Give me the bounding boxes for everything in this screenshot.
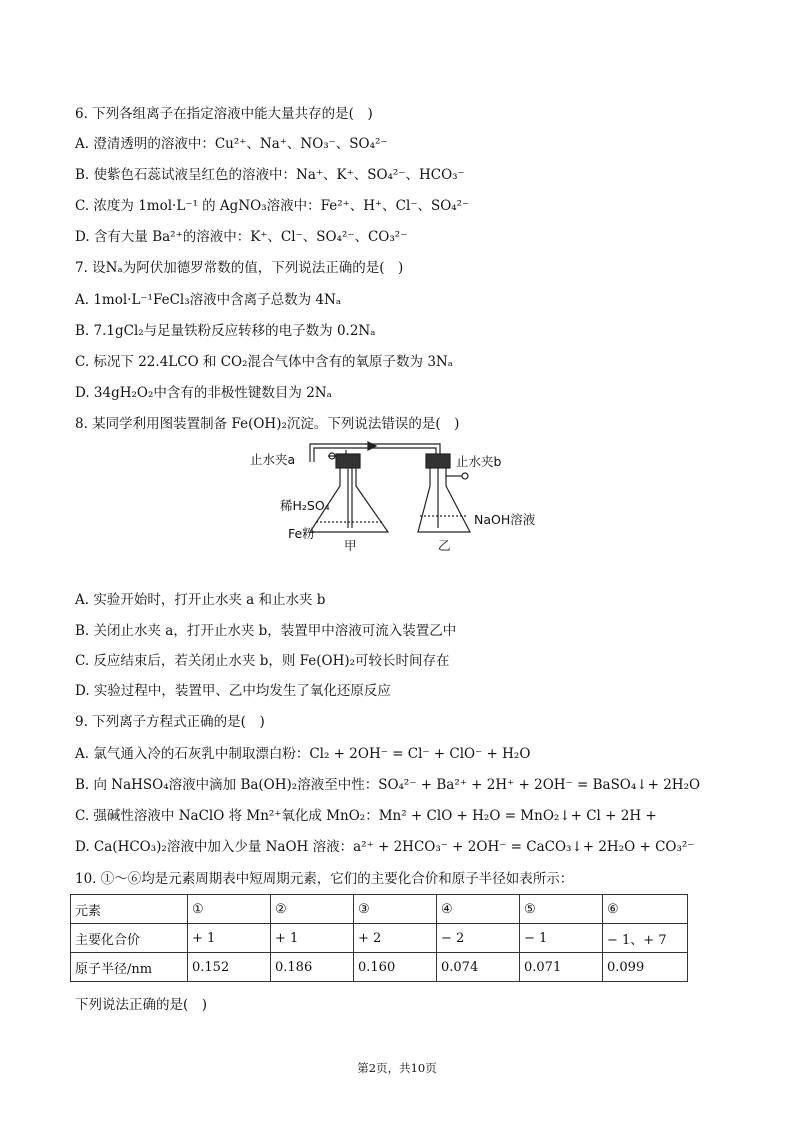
q8-option-c: C. 反应结束后，若关闭止水夹 b，则 Fe(OH)₂可较长时间存在 [75,653,450,669]
table-cell: ① [188,895,271,924]
q8-option-a: A. 实验开始时，打开止水夹 a 和止水夹 b [75,592,326,608]
q7-option-b: B. 7.1gCl₂与足量铁粉反应转移的电子数为 0.2Nₐ [75,323,376,339]
table-cell: 0.152 [188,953,271,982]
q6-stem: 6. 下列各组离子在指定溶液中能大量共存的是( ) [75,106,373,122]
q8-option-b: B. 关闭止水夹 a，打开止水夹 b，装置甲中溶液可流入装置乙中 [75,623,457,639]
table-cell: 原子半径/nm [71,953,188,982]
label-clamp-a: 止水夹a [250,452,296,467]
q7-option-a: A. 1mol·L⁻¹FeCl₃溶液中含离子总数为 4Nₐ [75,292,342,308]
table-cell: + 1 [188,924,271,953]
table-cell: ② [271,895,354,924]
table-row [71,953,688,982]
q9-option-d: D. Ca(HCO₃)₂溶液中加入少量 NaOH 溶液：a²⁺ + 2HCO₃⁻ + 2OH⁻ = CaCO₃↓+ 2H₂O + CO₃²⁻ [75,839,695,855]
table-cell: 元素 [71,895,188,924]
table-cell: 0.186 [271,953,354,982]
q7-option-d: D. 34gH₂O₂中含有的非极性键数目为 2Nₐ [75,385,332,401]
q10-stem: 10. ①～⑥均是元素周期表中短周期元素，它们的主要化合价和原子半径如表所示： [75,871,574,887]
table-cell: − 1、+ 7 [603,924,688,953]
q9-stem: 9. 下列离子方程式正确的是( ) [75,714,265,730]
table-cell: − 2 [437,924,520,953]
q8-option-d: D. 实验过程中，装置甲、乙中均发生了氧化还原反应 [75,683,391,699]
label-iron-powder: Fe粉 [288,526,315,541]
q9-option-a: A. 氯气通入冷的石灰乳中制取漂白粉：Cl₂ + 2OH⁻ = Cl⁻ + ClO⁻ + H₂O [75,746,531,762]
q8-stem: 8. 某同学利用图装置制备 Fe(OH)₂沉淀。下列说法错误的是( ) [75,416,460,432]
q9-option-c: C. 强碱性溶液中 NaClO 将 Mn²⁺氧化成 MnO₂：Mn² + ClO + H₂O = MnO₂↓+ Cl + 2H + [75,808,657,824]
q7-option-c: C. 标况下 22.4LCO 和 CO₂混合气体中含有的氧原子数为 3Nₐ [75,354,453,370]
label-flask-jia: 甲 [344,538,357,553]
q7-stem: 7. 设Nₐ为阿伏加德罗常数的值，下列说法正确的是( ) [75,260,404,276]
table-cell: 0.074 [437,953,520,982]
label-dilute-acid: 稀H₂SO₄ [280,498,330,513]
q6-option-b: B. 使紫色石蕊试液呈红色的溶液中：Na⁺、K⁺、SO₄²⁻、HCO₃⁻ [75,167,465,183]
page-footer: 第2页，共10页 [357,1061,437,1075]
table-cell: 0.099 [603,953,688,982]
label-naoh-solution: NaOH溶液 [474,512,536,527]
table-cell: ③ [354,895,437,924]
q6-option-d: D. 含有大量 Ba²⁺的溶液中：K⁺、Cl⁻、SO₄²⁻、CO₃²⁻ [75,229,408,245]
table-cell: 主要化合价 [71,924,188,953]
q10-followup: 下列说法正确的是( ) [75,997,208,1013]
table-cell: ④ [437,895,520,924]
table-cell: − 1 [520,924,603,953]
table-cell: + 1 [271,924,354,953]
table-cell: + 2 [354,924,437,953]
apparatus-diagram [250,436,550,566]
table-cell: 0.160 [354,953,437,982]
table-cell: 0.071 [520,953,603,982]
label-flask-yi: 乙 [438,538,451,553]
table-cell: ⑤ [520,895,603,924]
table-header-row [71,895,688,924]
table-cell: ⑥ [603,895,688,924]
label-clamp-b: 止水夹b [456,454,502,469]
table-row [71,924,688,953]
q6-option-c: C. 浓度为 1mol·L⁻¹ 的 AgNO₃溶液中：Fe²⁺、H⁺、Cl⁻、SO₄²⁻ [75,198,470,214]
q9-option-b: B. 向 NaHSO₄溶液中滴加 Ba(OH)₂溶液至中性：SO₄²⁻ + Ba²⁺ + 2H⁺ + 2OH⁻ = BaSO₄↓+ 2H₂O [75,777,701,793]
element-table [70,894,688,982]
q6-option-a: A. 澄清透明的溶液中：Cu²⁺、Na⁺、NO₃⁻、SO₄²⁻ [75,136,388,152]
